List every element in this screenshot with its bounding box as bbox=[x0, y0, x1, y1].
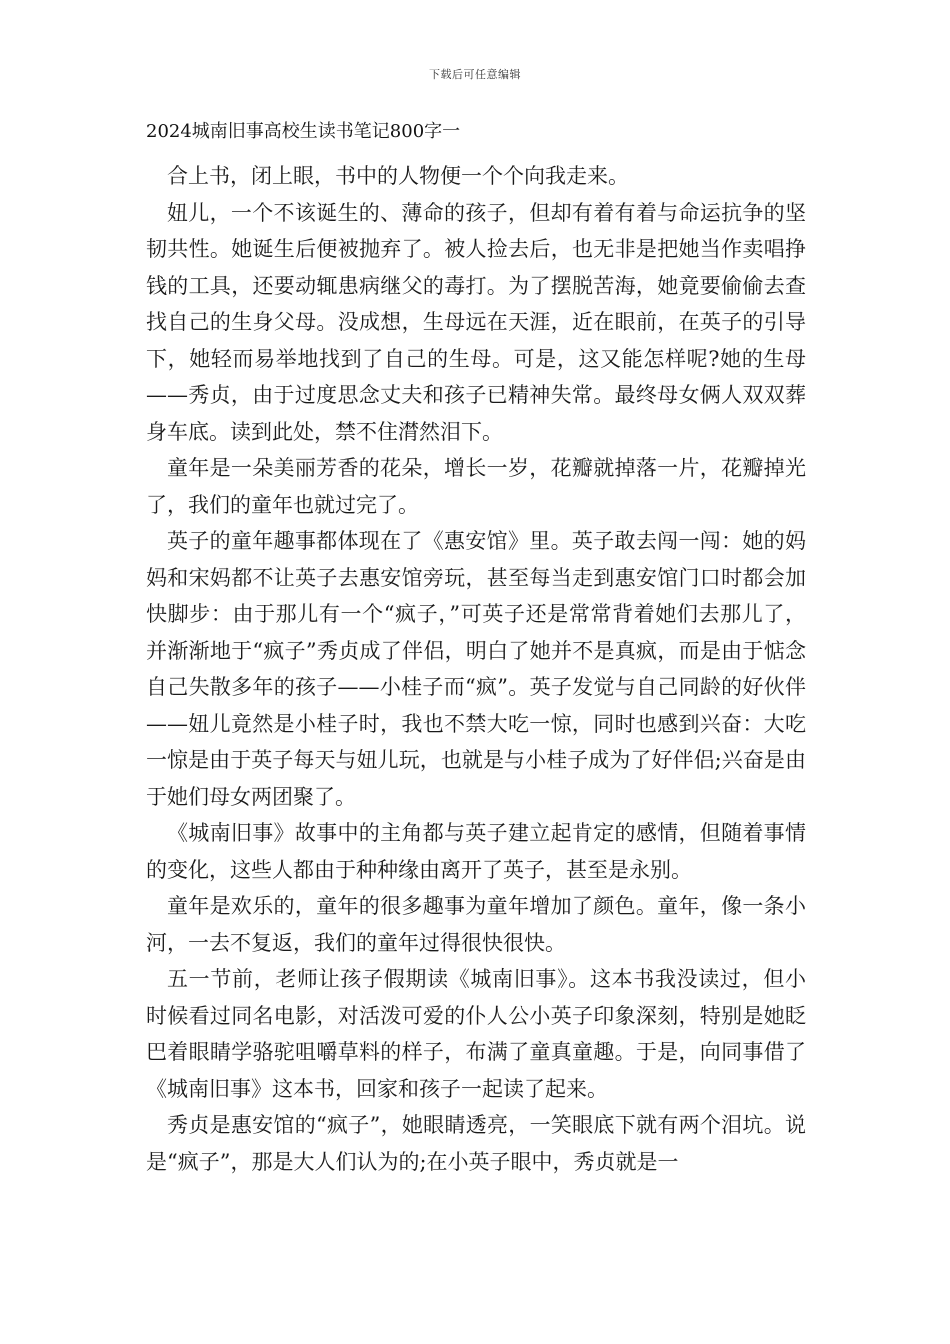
header-note: 下载后可任意编辑 bbox=[429, 68, 521, 81]
paragraph: 《城南旧事》故事中的主角都与英子建立起肯定的感情，但随着事情的变化，这些人都由于种种缘由离开了英子，甚至是永别。 bbox=[146, 821, 806, 882]
paragraph: 童年是一朵美丽芳香的花朵，增长一岁，花瓣就掉落一片，花瓣掉光了，我们的童年也就过完了。 bbox=[146, 456, 806, 517]
paragraph: 秀贞是惠安馆的“疯子”，她眼睛透亮，一笑眼底下就有两个泪坑。说是“疯子”，那是大人们认为的;在小英子眼中，秀贞就是一 bbox=[146, 1113, 806, 1174]
document-title: 2024城南旧事高校生读书笔记800字一 bbox=[146, 121, 461, 142]
paragraph: 妞儿，一个不该诞生的、薄命的孩子，但却有着有着与命运抗争的坚韧共性。她诞生后便被抛弃了。被人捡去后，也无非是把她当作卖唱挣钱的工具，还要动辄患病继父的毒打。为了摆脱苦海，她竟要偷偷去查找自己的生身父母。没成想，生母远在天涯，近在眼前，在英子的引导下，她轻而易举地找到了自己的生母。可是，这又能怎样呢?她的生母——秀贞，由于过度思念丈夫和孩子已精神失常。最终母女俩人双双葬身车底。读到此处，禁不住潸然泪下。 bbox=[146, 200, 806, 444]
paragraph: 英子的童年趣事都体现在了《惠安馆》里。英子敢去闯一闯：她的妈妈和宋妈都不让英子去惠安馆旁玩，甚至每当走到惠安馆门口时都会加快脚步：由于那儿有一个“疯子，”可英子还是常常背着她们去那儿了，并渐渐地于“疯子”秀贞成了伴侣，明白了她并不是真疯，而是由于惦念自己失散多年的孩子——小桂子而“疯”。英子发觉与自己同龄的好伙伴——妞儿竟然是小桂子时，我也不禁大吃一惊，同时也感到兴奋：大吃一惊是由于英子每天与妞儿玩，也就是与小桂子成为了好伴侣;兴奋是由于她们母女两团聚了。 bbox=[146, 529, 806, 809]
paragraph: 五一节前，老师让孩子假期读《城南旧事》。这本书我没读过，但小时候看过同名电影，对活泼可爱的仆人公小英子印象深刻，特别是她眨巴着眼睛学骆驼咀嚼草料的样子，布满了童真童趣。于是，向同事借了《城南旧事》这本书，回家和孩子一起读了起来。 bbox=[146, 967, 806, 1101]
document-body bbox=[146, 158, 806, 1180]
paragraph: 合上书，闭上眼，书中的人物便一个个向我走来。 bbox=[167, 164, 629, 188]
paragraph: 童年是欢乐的，童年的很多趣事为童年增加了颜色。童年，像一条小河，一去不复返，我们的童年过得很快很快。 bbox=[146, 894, 806, 955]
